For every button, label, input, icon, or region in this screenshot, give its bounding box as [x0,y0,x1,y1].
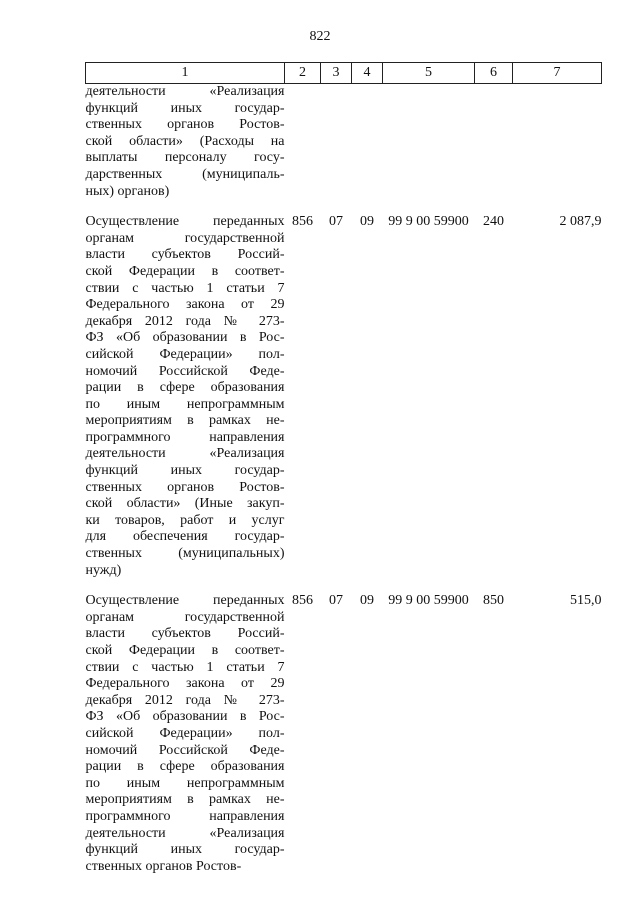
budget-table [85,62,602,875]
section-code-cell: 07 [329,593,343,609]
target-article-cell: 99 9 00 59900 [388,593,469,609]
description-line: ской области» (Расходы на [85,133,285,149]
expense-type-cell: 850 [483,593,504,609]
description-line: власти субъектов Россий- [85,247,285,263]
description-line: функций иных государ- [85,100,285,116]
amount-cell: 2 087,9 [559,214,602,230]
description-line: Осуществление переданных [85,214,285,230]
description-line: власти субъектов Россий- [85,626,285,642]
description-line: мероприятиям в рамках не- [85,413,285,429]
description-line: номочий Российской Феде- [85,363,285,379]
description-line: органам государственной [85,609,285,625]
column-header-3: 3 [321,63,352,84]
description-line: программного направления [85,808,285,824]
page-number: 822 [309,29,331,44]
subsection-code-cell [352,84,383,201]
row-description [86,84,285,201]
description-line: ственных (муниципальных) [85,546,285,562]
description-line: ской области» (Иные закуп- [85,496,285,512]
description-line: рации в сфере образования [85,380,285,396]
amount-cell: 515,0 [570,593,602,609]
admin-code-cell [285,84,321,201]
description-line: ственных органов Ростов- [85,117,285,133]
description-line: ФЗ «Об образовании в Рос- [85,330,285,346]
description-line: ствии с частью 1 статьи 7 [85,280,285,296]
table-row [86,84,602,201]
column-header-5: 5 [383,63,475,84]
description-line: деятельности «Реализация [85,446,285,462]
description-line: деятельности «Реализация [85,84,285,99]
description-line: мероприятиям в рамках не- [85,792,285,808]
amount-cell [513,84,602,201]
description-line: функций иных государ- [85,842,285,858]
row-description [86,579,285,875]
row-description [86,200,285,579]
section-code-cell: 07 [329,214,343,230]
description-line: деятельности «Реализация [85,825,285,841]
description-line: ки товаров, работ и услуг [85,512,285,528]
description-line: ных) органов) [85,183,170,199]
description-line: дарственных (муниципаль- [85,166,285,182]
target-article-cell [383,84,475,201]
column-header-1: 1 [86,63,285,84]
description-line: сийской Федерации» пол- [85,725,285,741]
target-article-cell: 99 9 00 59900 [388,214,469,230]
column-header-6: 6 [475,63,513,84]
description-line: ственных органов Ростов- [85,858,242,874]
description-line: декабря 2012 года № 273- [85,313,285,329]
description-line: Федерального закона от 29 [85,297,285,313]
subsection-code-cell: 09 [360,214,374,230]
admin-code-cell: 856 [292,214,313,230]
description-line: выплаты персоналу госу- [85,150,285,166]
description-line: функций иных государ- [85,463,285,479]
description-line: органам государственной [85,230,285,246]
description-line: ской Федерации в соответ- [85,263,285,279]
description-line: по иным непрограммным [85,396,285,412]
description-line: номочий Российской Феде- [85,742,285,758]
description-line: ФЗ «Об образовании в Рос- [85,709,285,725]
description-line: ской Федерации в соответ- [85,643,285,658]
description-line: Федерального закона от 29 [85,676,285,692]
expense-type-cell: 240 [483,214,504,230]
section-code-cell [321,84,352,201]
description-line: нужд) [85,562,122,578]
description-line: ствии с частью 1 статьи 7 [85,659,285,675]
description-line: программного направления [85,429,285,445]
column-header-7: 7 [513,63,602,84]
subsection-code-cell: 09 [360,593,374,609]
description-line: для обеспечения государ- [85,529,285,545]
expense-type-cell [475,84,513,201]
description-line: рации в сфере образования [85,759,285,775]
description-line: Осуществление переданных [85,593,285,609]
description-line: ственных органов Ростов- [85,479,285,495]
description-line: по иным непрограммным [85,775,285,791]
column-header-4: 4 [352,63,383,84]
description-line: сийской Федерации» пол- [85,346,285,362]
admin-code-cell: 856 [292,593,313,609]
table-row [86,200,602,579]
table-header-row [86,63,602,84]
description-line: декабря 2012 года № 273- [85,692,285,708]
column-header-2: 2 [285,63,321,84]
table-row [86,579,602,875]
